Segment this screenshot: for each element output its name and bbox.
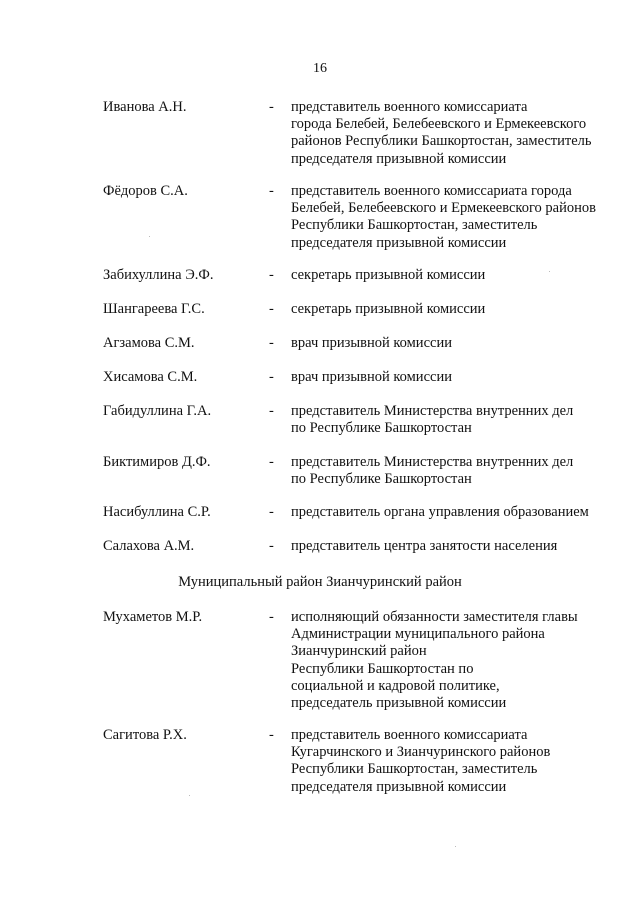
- scan-speck: [455, 846, 456, 847]
- member-role: [291, 454, 621, 488]
- role-line: представитель военного комиссариата: [291, 727, 528, 743]
- page-number: 16: [313, 61, 327, 76]
- role-line: социальной и кадровой политике,: [291, 677, 500, 694]
- member-name: Фёдоров С.А.: [103, 183, 188, 199]
- role-line: Администрации муниципального района: [291, 626, 545, 643]
- dash: -: [269, 267, 274, 283]
- dash: -: [269, 335, 274, 351]
- role-line: исполняющий обязанности заместителя главы: [291, 609, 578, 625]
- member-name: Мухаметов М.Р.: [103, 609, 203, 625]
- role-line: председателя призывной комиссии: [291, 778, 507, 795]
- section-title: Муниципальный район Зианчуринский район: [178, 574, 462, 590]
- member-role: [291, 504, 621, 521]
- role-line: Белебей, Белебеевского и Ермекеевского районов: [291, 200, 596, 217]
- member-role: [291, 267, 621, 284]
- member-name: Агзамова С.М.: [103, 335, 195, 351]
- role-line: председателя призывной комиссии: [291, 234, 507, 251]
- member-name: Салахова А.М.: [103, 538, 195, 554]
- role-line: по Республике Башкортостан: [291, 420, 472, 437]
- member-name: Насибуллина С.Р.: [103, 504, 211, 520]
- role-line: районов Республики Башкортостан, заместитель: [291, 133, 592, 150]
- member-role: [291, 538, 621, 555]
- role-line: Республики Башкортостан, заместитель: [291, 761, 538, 778]
- dash: -: [269, 183, 274, 199]
- member-role: [291, 183, 621, 252]
- member-role: [291, 403, 621, 437]
- scan-speck: [189, 795, 190, 796]
- member-name: Шангареева Г.С.: [103, 301, 205, 317]
- member-name: Габидуллина Г.А.: [103, 403, 212, 419]
- member-role: [291, 609, 621, 712]
- dash: -: [269, 301, 274, 317]
- role-line: Республики Башкортостан по: [291, 660, 474, 677]
- dash: -: [269, 538, 274, 554]
- dash: -: [269, 727, 274, 743]
- role-line: Республики Башкортостан, заместитель: [291, 217, 538, 234]
- scan-speck: [149, 236, 150, 237]
- member-role: [291, 727, 621, 796]
- dash: -: [269, 99, 274, 115]
- role-line: представитель органа управления образованием: [291, 504, 589, 520]
- member-role: [291, 301, 621, 318]
- member-role: [291, 369, 621, 386]
- member-name: Забихуллина Э.Ф.: [103, 267, 214, 283]
- role-line: по Республике Башкортостан: [291, 471, 472, 488]
- dash: -: [269, 454, 274, 470]
- role-line: Кугарчинского и Зианчуринского районов: [291, 744, 551, 761]
- role-line: председатель призывной комиссии: [291, 695, 507, 712]
- member-role: [291, 335, 621, 352]
- role-line: секретарь призывной комиссии: [291, 301, 486, 317]
- role-line: города Белебей, Белебеевского и Ермекеевского: [291, 116, 587, 133]
- role-line: секретарь призывной комиссии: [291, 267, 486, 283]
- role-line: Зианчуринский район: [291, 643, 427, 660]
- role-line: представитель военного комиссариата: [291, 99, 528, 115]
- role-line: представитель Министерства внутренних дел: [291, 403, 574, 419]
- role-line: представитель Министерства внутренних дел: [291, 454, 574, 470]
- role-line: представитель военного комиссариата города: [291, 183, 572, 199]
- role-line: представитель центра занятости населения: [291, 538, 558, 554]
- dash: -: [269, 369, 274, 385]
- member-name: Сагитова Р.Х.: [103, 727, 187, 743]
- member-name: Биктимиров Д.Ф.: [103, 454, 211, 470]
- member-name: Иванова А.Н.: [103, 99, 187, 115]
- member-name: Хисамова С.М.: [103, 369, 198, 385]
- scan-speck: [549, 271, 550, 272]
- member-role: [291, 99, 621, 168]
- dash: -: [269, 403, 274, 419]
- dash: -: [269, 504, 274, 520]
- role-line: врач призывной комиссии: [291, 369, 452, 385]
- role-line: врач призывной комиссии: [291, 335, 452, 351]
- dash: -: [269, 609, 274, 625]
- role-line: председателя призывной комиссии: [291, 150, 507, 167]
